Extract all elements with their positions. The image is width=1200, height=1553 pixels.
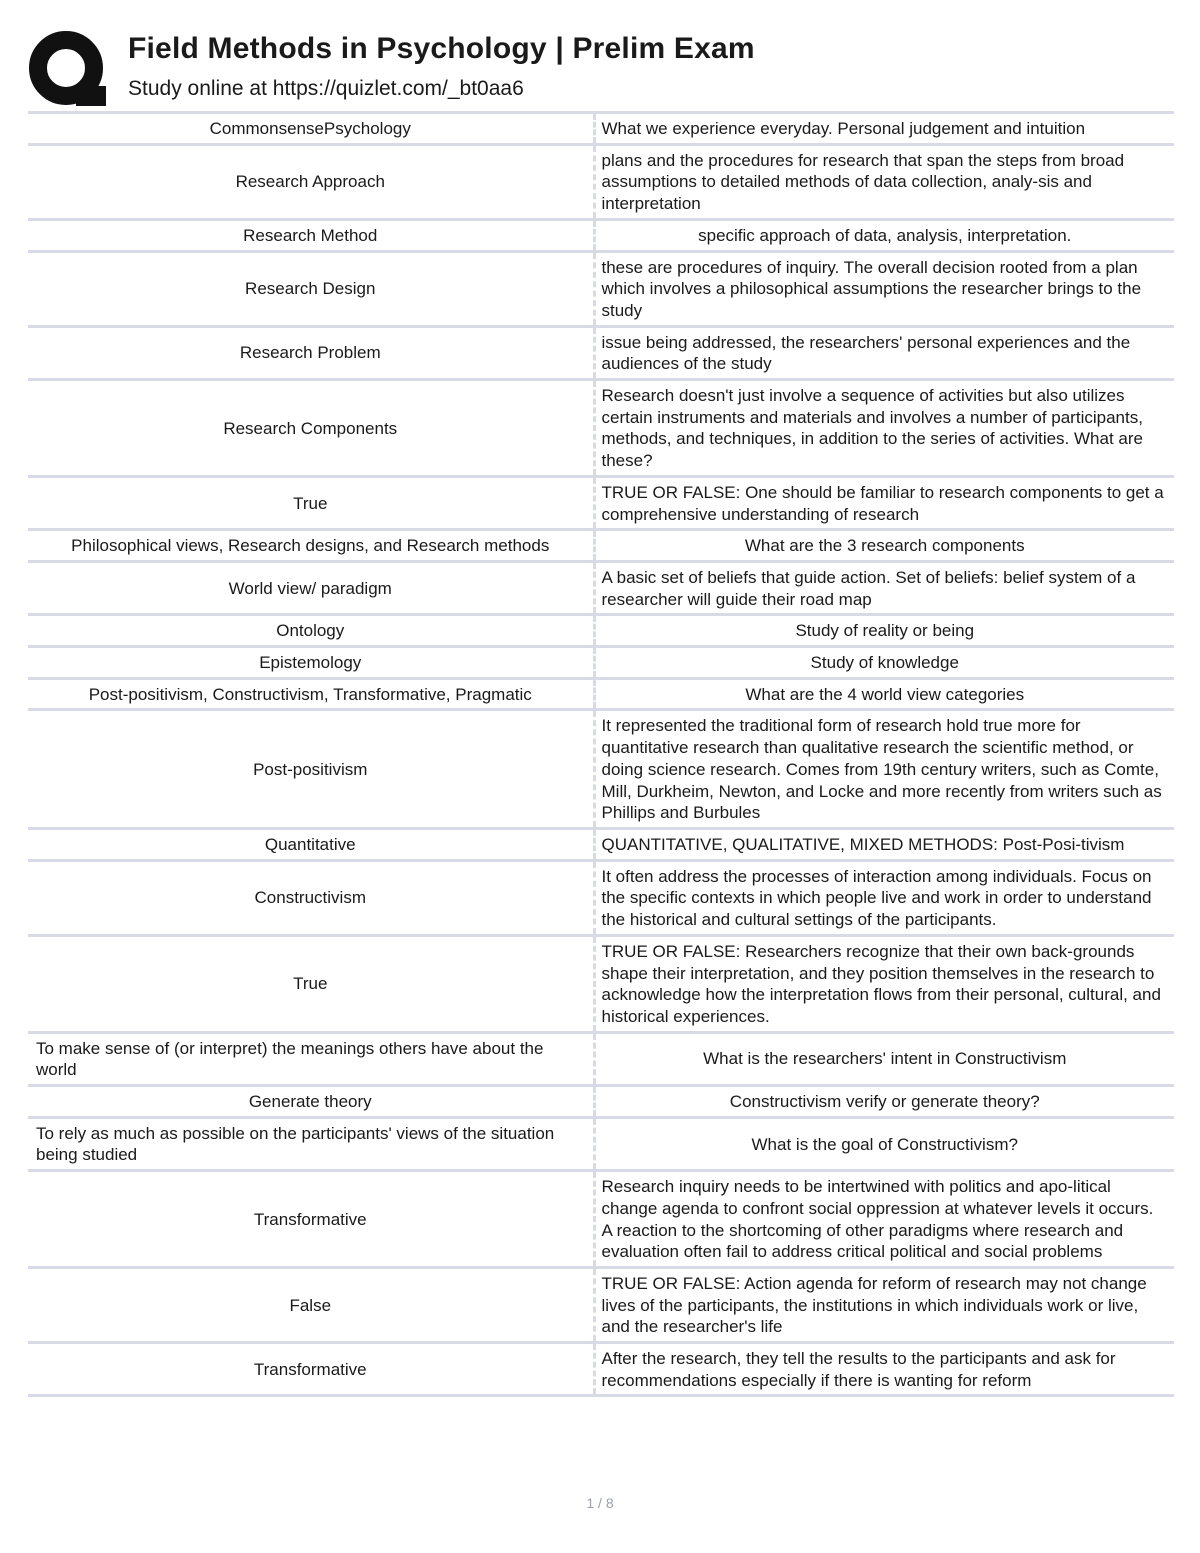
- table-row: [28, 1086, 1174, 1118]
- card-term: Post-positivism: [28, 710, 594, 829]
- card-term: False: [28, 1267, 594, 1342]
- table-row: [28, 1171, 1174, 1268]
- card-term: Research Components: [28, 380, 594, 477]
- table-row: [28, 935, 1174, 1032]
- card-term: World view/ paradigm: [28, 561, 594, 614]
- card-definition: A basic set of beliefs that guide action. Set of beliefs: belief system of a researcher will guide their road map: [594, 561, 1174, 614]
- table-row: [28, 326, 1174, 379]
- document-header: [28, 26, 1178, 110]
- card-term: To make sense of (or interpret) the meanings others have about the world: [28, 1032, 594, 1085]
- card-term: True: [28, 935, 594, 1032]
- table-row: [28, 1117, 1174, 1170]
- card-term: Constructivism: [28, 860, 594, 935]
- card-term: Research Approach: [28, 144, 594, 219]
- card-definition: TRUE OR FALSE: Researchers recognize that their own back-grounds shape their interpretation, and they position themselves in the research to acknowledge how the interpretation flows from their personal, cultural, and historical experiences.: [594, 935, 1174, 1032]
- card-definition: What we experience everyday. Personal judgement and intuition: [594, 113, 1174, 145]
- card-term: Post-positivism, Constructivism, Transformative, Pragmatic: [28, 678, 594, 710]
- table-row: [28, 476, 1174, 529]
- card-definition: What are the 4 world view categories: [594, 678, 1174, 710]
- card-definition: plans and the procedures for research that span the steps from broad assumptions to detailed methods of data collection, analy-sis and interpretation: [594, 144, 1174, 219]
- table-row: [28, 710, 1174, 829]
- card-term: To rely as much as possible on the participants' views of the situation being studied: [28, 1117, 594, 1170]
- table-row: [28, 860, 1174, 935]
- flashcard-table: [28, 111, 1174, 1397]
- card-term: Quantitative: [28, 828, 594, 860]
- card-term: Epistemology: [28, 647, 594, 679]
- card-definition: specific approach of data, analysis, interpretation.: [594, 219, 1174, 251]
- table-row: [28, 828, 1174, 860]
- table-row: [28, 561, 1174, 614]
- table-row: [28, 144, 1174, 219]
- card-definition: Constructivism verify or generate theory?: [594, 1086, 1174, 1118]
- page-title: Field Methods in Psychology | Prelim Exam: [128, 32, 755, 65]
- card-term: Philosophical views, Research designs, and Research methods: [28, 530, 594, 562]
- card-term: Transformative: [28, 1171, 594, 1268]
- table-row: [28, 380, 1174, 477]
- table-row: [28, 251, 1174, 326]
- table-row: [28, 219, 1174, 251]
- card-term: Research Problem: [28, 326, 594, 379]
- page-number: 1 / 8: [586, 1495, 614, 1511]
- table-row: [28, 1343, 1174, 1396]
- table-row: [28, 678, 1174, 710]
- table-row: [28, 530, 1174, 562]
- card-definition: TRUE OR FALSE: Action agenda for reform of research may not change lives of the participants, the institutions in which individuals work or live, and the researcher's life: [594, 1267, 1174, 1342]
- card-definition: It often address the processes of interaction among individuals. Focus on the specific contexts in which people live and work in order to understand the historical and cultural settings of the participants.: [594, 860, 1174, 935]
- card-term: True: [28, 476, 594, 529]
- card-definition: It represented the traditional form of research hold true more for quantitative research than qualitative research the scientific method, or doing science research. Comes from 19th century writers, such as Comte, Mill, Durkheim, Newton, and Locke and more recently from writers such as Phillips and Burbules: [594, 710, 1174, 829]
- card-term: CommonsensePsychology: [28, 113, 594, 145]
- table-row: [28, 615, 1174, 647]
- card-term: Transformative: [28, 1343, 594, 1396]
- card-definition: What are the 3 research components: [594, 530, 1174, 562]
- card-definition: After the research, they tell the results to the participants and ask for recommendations especially if there is wanting for reform: [594, 1343, 1174, 1396]
- study-online-link[interactable]: Study online at https://quizlet.com/_bt0aa6: [128, 77, 524, 100]
- card-term: Research Design: [28, 251, 594, 326]
- table-row: [28, 113, 1174, 145]
- card-term: Research Method: [28, 219, 594, 251]
- table-row: [28, 1267, 1174, 1342]
- card-definition: What is the goal of Constructivism?: [594, 1117, 1174, 1170]
- table-row: [28, 647, 1174, 679]
- card-definition: QUANTITATIVE, QUALITATIVE, MIXED METHODS: Post-Posi-tivism: [594, 828, 1174, 860]
- quizlet-logo-icon: [28, 30, 108, 110]
- card-term: Ontology: [28, 615, 594, 647]
- card-definition: these are procedures of inquiry. The overall decision rooted from a plan which involves a philosophical assumptions the researcher brings to the study: [594, 251, 1174, 326]
- card-definition: What is the researchers' intent in Constructivism: [594, 1032, 1174, 1085]
- card-definition: Study of knowledge: [594, 647, 1174, 679]
- card-definition: TRUE OR FALSE: One should be familiar to research components to get a comprehensive understanding of research: [594, 476, 1174, 529]
- card-definition: Research inquiry needs to be intertwined with politics and apo-litical change agenda to confront social oppression at whatever levels it occurs. A reaction to the shortcoming of other paradigms where research and evaluation often fail to address critical political and social problems: [594, 1171, 1174, 1268]
- card-definition: Research doesn't just involve a sequence of activities but also utilizes certain instruments and materials and involves a number of participants, methods, and techniques, in addition to the series of activities. What are these?: [594, 380, 1174, 477]
- card-definition: Study of reality or being: [594, 615, 1174, 647]
- flashcard-table-body: [28, 113, 1174, 1396]
- card-term: Generate theory: [28, 1086, 594, 1118]
- card-definition: issue being addressed, the researchers' personal experiences and the audiences of the study: [594, 326, 1174, 379]
- table-row: [28, 1032, 1174, 1085]
